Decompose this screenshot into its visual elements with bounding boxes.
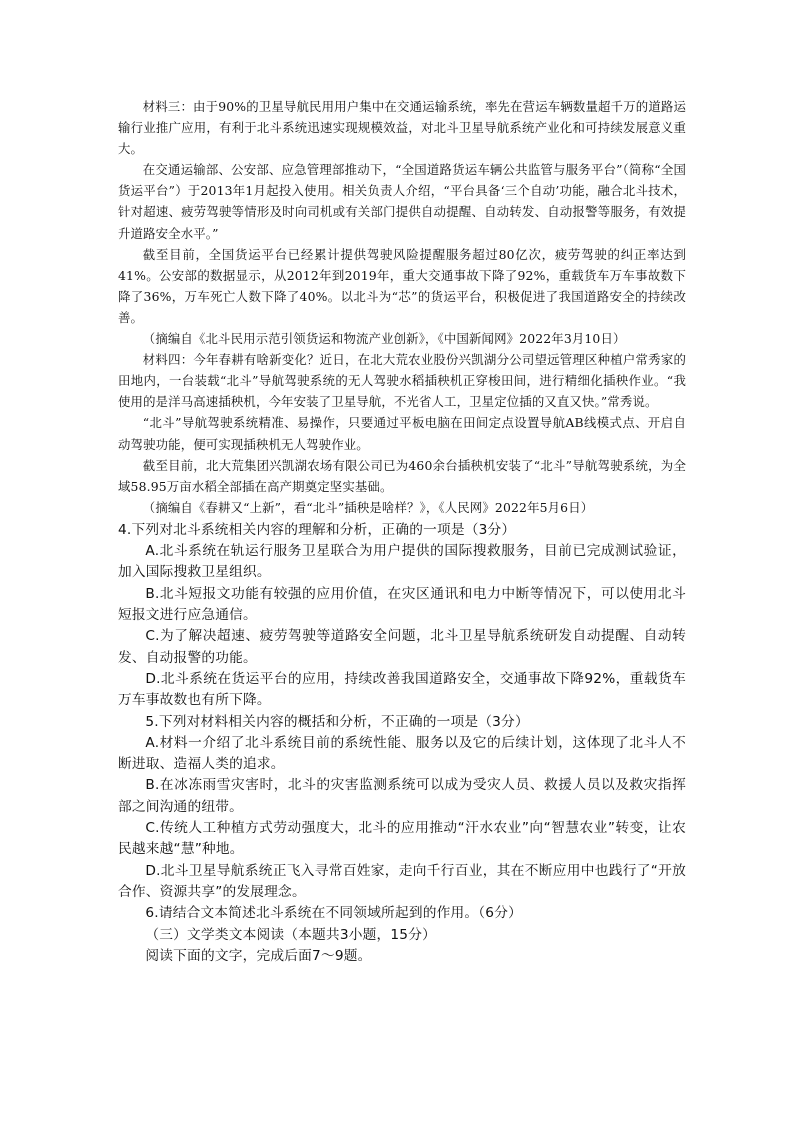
questions [118,520,686,967]
question-5-stem: 5.下列对材料相关内容的概括和分析，不正确的一项是（3分） [145,713,529,730]
material-4-paragraph-1: 材料四：今年春耕有啥新变化？近日，在北大荒农业股份兴凯湖分公司望远管理区种植户常秀家的田地内，一台装载“北斗”导航驾驶系统的无人驾驶水稻插秧机正穿梭田间，进行精细化插秧作业。“我使用的是洋马高速插秧机，今年安装了卫星导航，不光省人工，卫星定位插的又直又快。”常秀说。 [118,352,686,410]
question-4-option-d: D.北斗系统在货运平台的应用，持续改善我国道路安全，交通事故下降92%，重载货车万车事故数也有所下降。 [118,670,686,709]
material-3-paragraph-2: 在交通运输部、公安部、应急管理部推动下，“全国道路货运车辆公共监管与服务平台”（简称“全国货运平台”）于2013年1月起投入使用。相关负责人介绍，“平台具备‘三个自动’功能，融合北斗技术，针对超速、疲劳驾驶等情形及时向司机或有关部门提供自动提醒、自动转发、自动报警等服务，有效提升道路安全水平。” [118,162,686,241]
material-3-paragraph-1: 材料三：由于90%的卫星导航民用用户集中在交通运输系统，率先在营运车辆数量超千万的道路运输行业推广应用，有利于北斗系统迅速实现规模效益，对北斗卫星导航系统产业化和可持续发展意义重大。 [118,99,686,157]
reading-materials [118,96,686,518]
question-4-option-a: A.北斗系统在轨运行服务卫星联合为用户提供的国际搜救服务，目前已完成测试验证，加入国际搜救卫星组织。 [118,543,686,581]
question-5-option-a: A.材料一介绍了北斗系统目前的系统性能、服务以及它的后续计划，这体现了北斗人不断进取、造福人类的追求。 [118,734,686,773]
section-3-heading: （三）文学类文本阅读（本题共3小题，15分） [145,926,436,943]
section-3-instruction: 阅读下面的文字，完成后面7～9题。 [145,947,372,964]
question-5-option-b: B.在冰冻雨雪灾害时，北斗的灾害监测系统可以成为受灾人员、救援人员以及救灾指挥部之间沟通的纽带。 [118,777,686,815]
page-content [118,96,686,967]
question-5-option-d: D.北斗卫星导航系统正飞入寻常百姓家，走向千行百业，其在不断应用中也践行了“开放合作、资源共享”的发展理念。 [118,862,686,900]
material-4-source: （摘编自《春耕又“上新”，看“北斗”插秧是啥样？》，《人民网》2022年5月6日） [142,499,594,515]
question-4-option-c: C.为了解决超速、疲劳驾驶等道路安全问题，北斗卫星导航系统研发自动提醒、自动转发、自动报警的功能。 [118,628,686,666]
material-4-paragraph-3: 截至目前，北大荒集团兴凯湖农场有限公司已为460余台插秧机安装了“北斗”导航驾驶系统，为全域58.95万亩水稻全部插在高产期奠定坚实基础。 [118,457,686,494]
material-4-paragraph-2: “北斗”导航驾驶系统精准、易操作，只要通过平板电脑在田间定点设置导航AB线模式点、开启自动驾驶功能，便可实现插秧机无人驾驶作业。 [118,415,686,452]
question-6-stem: 6.请结合文本简述北斗系统在不同领域所起到的作用。（6分） [145,905,522,922]
question-4-stem: 4.下列对北斗系统相关内容的理解和分析，正确的一项是（3分） [118,521,516,538]
material-3-source: （摘编自《北斗民用示范引领货运和物流产业创新》，《中国新闻网》2022年3月10日） [142,331,626,347]
question-5-option-c: C.传统人工种植方式劳动强度大，北斗的应用推动“汗水农业”向“智慧农业”转变，让农民越来越“慧”种地。 [118,820,686,858]
question-4-option-b: B.北斗短报文功能有较强的应用价值，在灾区通讯和电力中断等情况下，可以使用北斗短报文进行应急通信。 [118,585,686,624]
material-3-paragraph-3: 截至目前，全国货运平台已经累计提供驾驶风险提醒服务超过80亿次，疲劳驾驶的纠正率达到41%。公安部的数据显示，从2012年到2019年，重大交通事故下降了92%，重载货车万车事故数下降了36%，万车死亡人数下降了40%。以北斗为“芯”的货运平台，积极促进了我国道路安全的持续改善。 [118,246,686,325]
